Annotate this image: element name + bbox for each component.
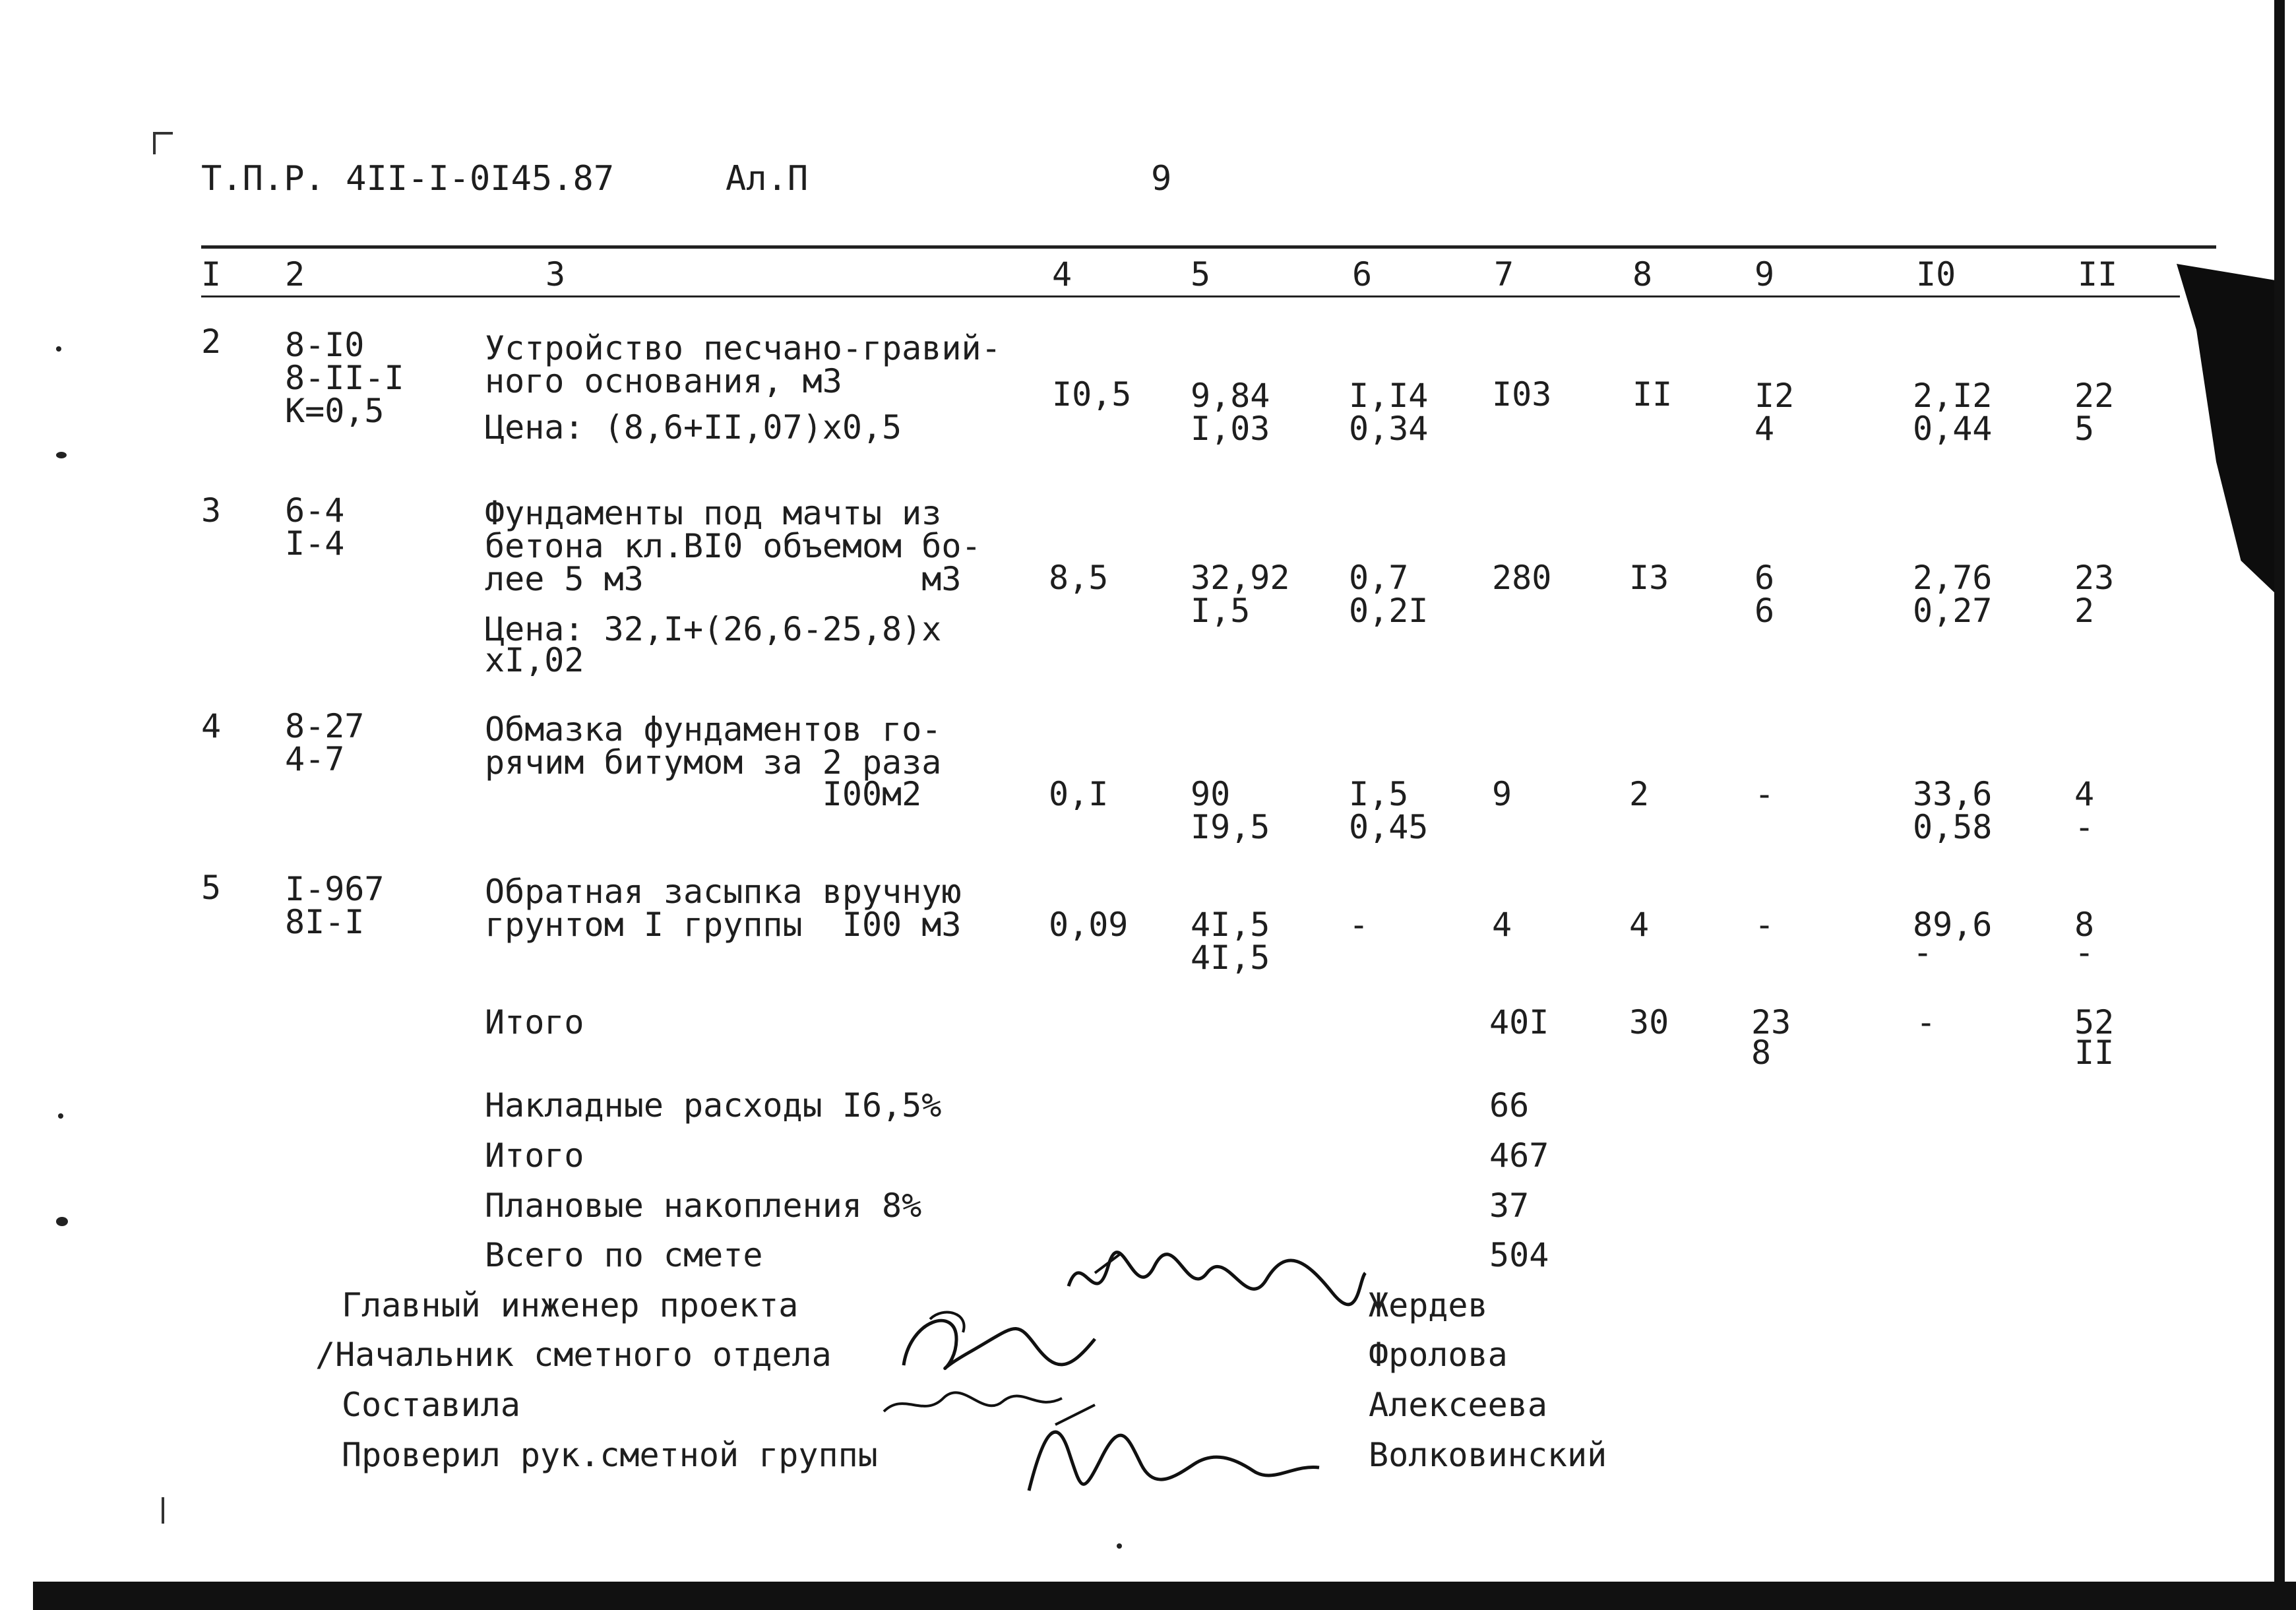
cell-c8: I3 bbox=[1629, 559, 1669, 597]
corner-mark-top-left bbox=[153, 132, 156, 154]
cell-c5: 9,84 bbox=[1191, 377, 1270, 415]
row-price: Цена: 32,I+(26,6-25,8)x bbox=[485, 610, 942, 648]
cell-c5: 90 bbox=[1191, 775, 1231, 813]
table-top-rule bbox=[201, 245, 2216, 249]
col-header-2: 2 bbox=[285, 255, 305, 294]
total-label: Всего по смете bbox=[485, 1236, 763, 1274]
cell-c9: - bbox=[1754, 906, 1775, 944]
cell-c8: II bbox=[1632, 375, 1673, 414]
scan-edge-bottom bbox=[33, 1582, 2296, 1610]
table-header-rule bbox=[201, 295, 2180, 297]
cell-c4: 8,5 bbox=[1049, 559, 1109, 597]
cell-c7: 4 bbox=[1492, 906, 1512, 944]
row-description: Обмазка фундаментов го- bbox=[485, 710, 942, 749]
cell-c10: 2,76 bbox=[1913, 559, 1993, 597]
cell-c6: - bbox=[1349, 906, 1369, 944]
scan-shadow-right bbox=[2177, 264, 2276, 594]
row-description: грунтом I группы I00 м3 bbox=[485, 906, 962, 944]
cell-c11: 22 bbox=[2074, 377, 2115, 415]
row-description: рячим битумом за 2 раза bbox=[485, 743, 942, 782]
col-header-9: 9 bbox=[1754, 255, 1775, 294]
cell-c11: 4 bbox=[2074, 775, 2095, 813]
row-code: 8-II-I bbox=[285, 359, 404, 397]
cell-c6: 0,7 bbox=[1349, 559, 1409, 597]
scan-speck bbox=[56, 1217, 68, 1226]
row-number: 4 bbox=[201, 707, 222, 745]
cell-c9: I2 bbox=[1754, 377, 1795, 415]
cell-c10: 2,I2 bbox=[1913, 377, 1993, 415]
row-code: 4-7 bbox=[285, 740, 345, 778]
signature-name: Фролова bbox=[1369, 1336, 1508, 1374]
itogo-c9: 23 bbox=[1751, 1003, 1791, 1041]
cell-c6: I,5 bbox=[1349, 775, 1409, 813]
signature-role: Главный инженер проекта bbox=[342, 1286, 799, 1324]
cell-c11: 23 bbox=[2074, 559, 2115, 597]
signature-role: /Начальник сметного отдела bbox=[315, 1336, 832, 1374]
itogo-c9: 8 bbox=[1751, 1034, 1772, 1072]
cell-c6: I,I4 bbox=[1349, 377, 1429, 415]
cell-c6: 0,2I bbox=[1349, 592, 1429, 630]
col-header-1: I bbox=[201, 255, 222, 294]
page-number: 9 bbox=[1151, 159, 1172, 199]
row-price: Цена: (8,6+II,07)x0,5 bbox=[485, 408, 902, 447]
cell-c8: 2 bbox=[1629, 775, 1650, 813]
cell-c11: - bbox=[2074, 808, 2095, 846]
cell-c6: 0,34 bbox=[1349, 410, 1429, 448]
signature-name: Алексеева bbox=[1369, 1386, 1547, 1424]
signature-role: Составила bbox=[342, 1386, 520, 1424]
itogo-c11: 52 bbox=[2074, 1003, 2115, 1041]
row-description: лее 5 м3 м3 bbox=[485, 560, 962, 598]
total-value: 504 bbox=[1489, 1236, 1549, 1274]
cell-c8: 4 bbox=[1629, 906, 1650, 944]
signature-name: Жердев bbox=[1369, 1286, 1488, 1324]
scan-edge-right bbox=[2274, 0, 2285, 1596]
col-header-7: 7 bbox=[1494, 255, 1514, 294]
row-description: Фундаменты под мачты из bbox=[485, 494, 942, 532]
row-number: 5 bbox=[201, 869, 222, 907]
cell-c9: 4 bbox=[1754, 410, 1775, 448]
scan-speck bbox=[1117, 1543, 1122, 1549]
cell-c11: 5 bbox=[2074, 410, 2095, 448]
itogo-c7: 40I bbox=[1489, 1003, 1549, 1041]
cell-c10: 89,6 bbox=[1913, 906, 1993, 944]
row-description: I00м2 bbox=[485, 775, 922, 813]
cell-c4: 0,I bbox=[1049, 775, 1109, 813]
row-code: K=0,5 bbox=[285, 392, 385, 430]
itogo-c10: - bbox=[1916, 1003, 1937, 1041]
cell-c5: 4I,5 bbox=[1191, 906, 1270, 944]
row-number: 3 bbox=[201, 491, 222, 530]
col-header-4: 4 bbox=[1052, 255, 1072, 294]
row-description: ного основания, м3 bbox=[485, 362, 842, 400]
row-code: 8-I0 bbox=[285, 326, 365, 364]
cell-c9: 6 bbox=[1754, 559, 1775, 597]
cell-c10: 0,44 bbox=[1913, 410, 1993, 448]
row-code: 6-4 bbox=[285, 491, 345, 530]
doc-code: Т.П.Р. 4II-I-0I45.87 bbox=[201, 159, 615, 199]
cell-c10: 0,58 bbox=[1913, 808, 1993, 846]
corner-mark-top-left-h bbox=[153, 132, 173, 135]
row-code: I-967 bbox=[285, 870, 385, 908]
row-code: 8I-I bbox=[285, 903, 365, 941]
cell-c11: 2 bbox=[2074, 592, 2095, 630]
album-label: Ал.П bbox=[726, 159, 809, 199]
overhead-label: Накладные расходы I6,5% bbox=[485, 1086, 942, 1125]
col-header-11: II bbox=[2078, 255, 2118, 294]
scan-speck bbox=[58, 1113, 63, 1119]
planned-label: Плановые накопления 8% bbox=[485, 1187, 922, 1225]
row-description: Устройство песчано-гравий- bbox=[485, 329, 1001, 367]
cell-c9: - bbox=[1754, 775, 1775, 813]
itogo-c8: 30 bbox=[1629, 1003, 1669, 1041]
cell-c7: 280 bbox=[1492, 559, 1552, 597]
scan-speck bbox=[56, 452, 67, 458]
row-code: 8-27 bbox=[285, 707, 365, 745]
itogo-label: Итого bbox=[485, 1003, 584, 1041]
cell-c5: I9,5 bbox=[1191, 808, 1270, 846]
cell-c5: I,03 bbox=[1191, 410, 1270, 448]
cell-c5: I,5 bbox=[1191, 592, 1251, 630]
row-code: I-4 bbox=[285, 524, 345, 563]
scan-speck bbox=[56, 346, 61, 352]
row-number: 2 bbox=[201, 323, 222, 361]
col-header-8: 8 bbox=[1632, 255, 1653, 294]
signature-name: Волковинский bbox=[1369, 1436, 1607, 1474]
signature-role: Проверил рук.сметной группы bbox=[342, 1436, 878, 1474]
col-header-6: 6 bbox=[1352, 255, 1373, 294]
cell-c11: - bbox=[2074, 933, 2095, 972]
cell-c9: 6 bbox=[1754, 592, 1775, 630]
cell-c10: - bbox=[1913, 933, 1933, 972]
cell-c10: 33,6 bbox=[1913, 775, 1993, 813]
row-description: Обратная засыпка вручную bbox=[485, 873, 962, 911]
row-price: xI,02 bbox=[485, 641, 584, 679]
cell-c5: 32,92 bbox=[1191, 559, 1290, 597]
cell-c4: 0,09 bbox=[1049, 906, 1129, 944]
col-header-5: 5 bbox=[1191, 255, 1211, 294]
col-header-3: 3 bbox=[545, 255, 566, 294]
cell-c7: 9 bbox=[1492, 775, 1512, 813]
corner-mark-bottom-left bbox=[162, 1497, 164, 1524]
cell-c5: 4I,5 bbox=[1191, 939, 1270, 977]
cell-c7: I03 bbox=[1492, 375, 1552, 414]
row-description: бетона кл.ВI0 объемом бо- bbox=[485, 527, 981, 565]
cell-c11: 8 bbox=[2074, 906, 2095, 944]
col-header-10: I0 bbox=[1916, 255, 1956, 294]
itogo2-label: Итого bbox=[485, 1136, 584, 1175]
itogo2-value: 467 bbox=[1489, 1136, 1549, 1175]
planned-value: 37 bbox=[1489, 1187, 1530, 1225]
cell-c10: 0,27 bbox=[1913, 592, 1993, 630]
cell-c6: 0,45 bbox=[1349, 808, 1429, 846]
handwritten-signature-4 bbox=[1016, 1398, 1326, 1504]
cell-c4: I0,5 bbox=[1052, 375, 1132, 414]
itogo-c11: II bbox=[2074, 1034, 2115, 1072]
overhead-value: 66 bbox=[1489, 1086, 1530, 1125]
